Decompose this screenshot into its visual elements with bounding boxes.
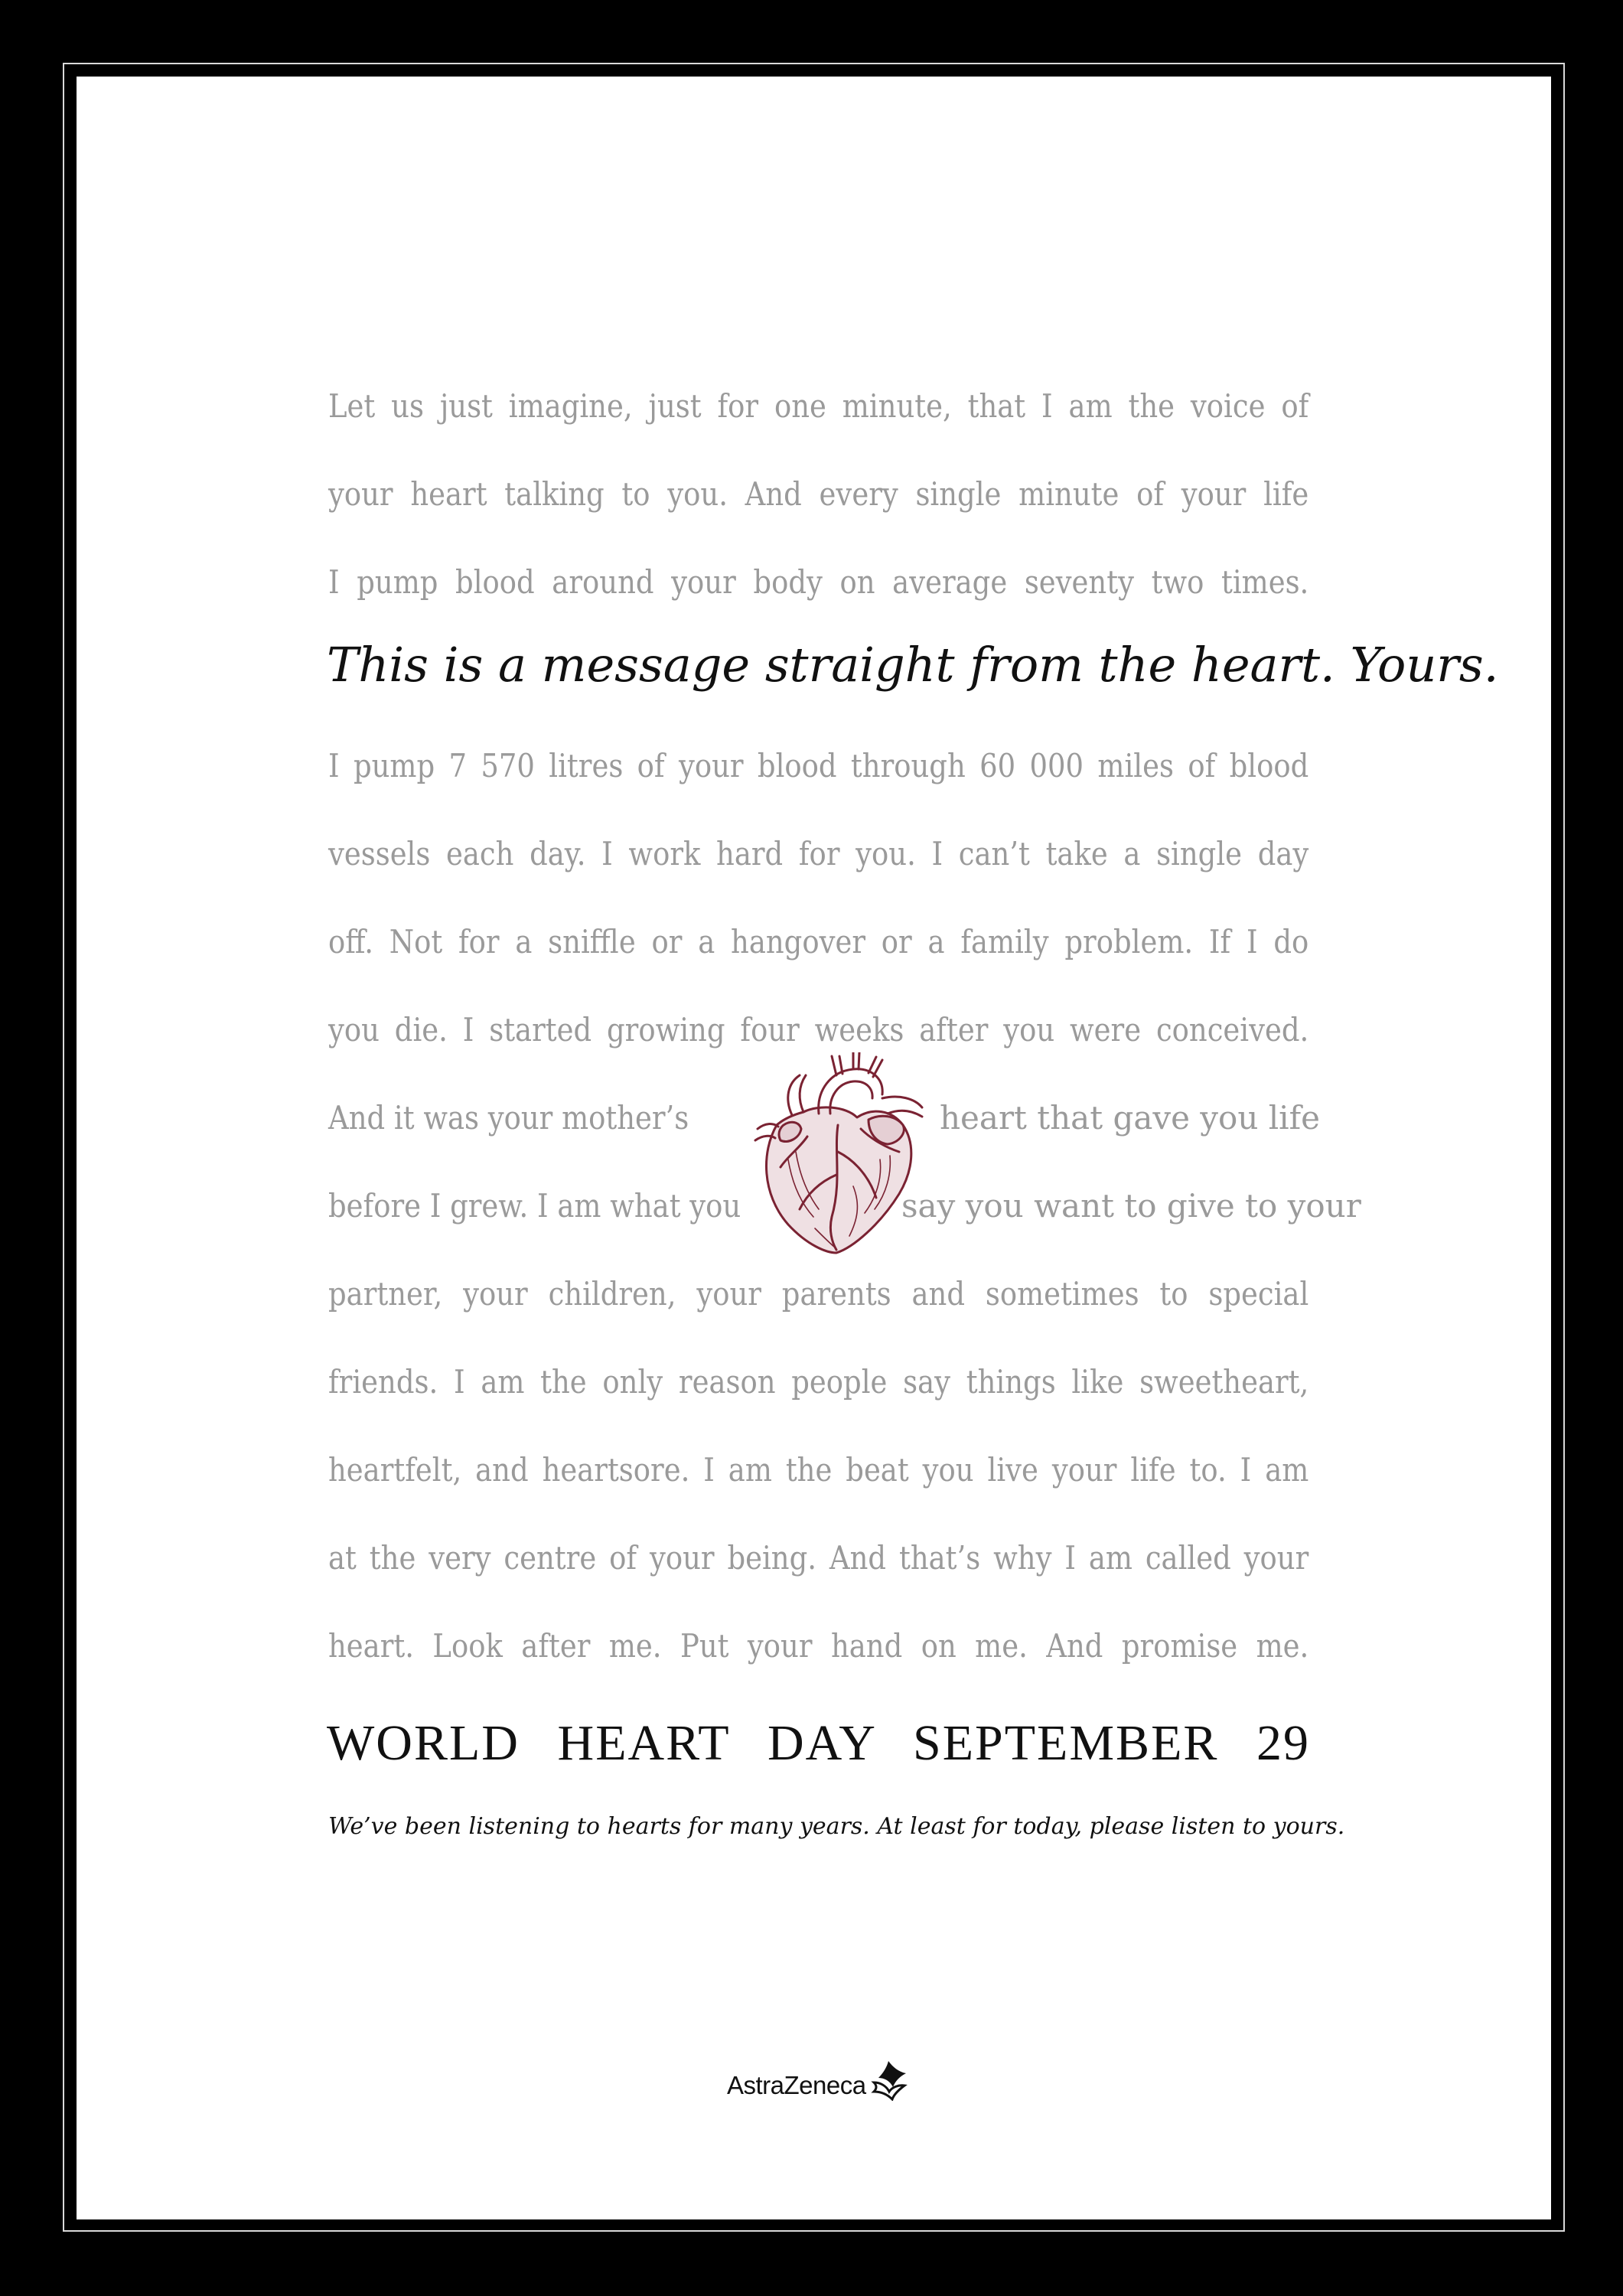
intro-line-3: I pump blood around your body on average seventy two times. xyxy=(328,563,1309,601)
body-line-4: you die. I started growing four weeks after you were conceived. xyxy=(328,1011,1309,1049)
closing-line-1: partner, your children, your parents and sometimes to special xyxy=(328,1275,1309,1313)
intro-line-1: Let us just imagine, just for one minute, that I am the voice of xyxy=(328,387,1309,425)
heart-wrap-left-1: And it was your mother’s xyxy=(328,1099,689,1137)
heart-wrap-left-2: before I grew. I am what you xyxy=(328,1187,741,1225)
closing-line-2: friends. I am the only reason people say things like sweetheart, xyxy=(328,1363,1309,1401)
closing-line-3: heartfelt, and heartsore. I am the beat you live your life to. I am xyxy=(328,1451,1309,1489)
headline: This is a message straight from the heart. Yours. xyxy=(327,637,1499,693)
heart-wrap-right-2: say you want to give to your xyxy=(901,1187,1361,1225)
logo-wordmark: AstraZeneca xyxy=(727,2071,866,2099)
astrazeneca-logo xyxy=(727,2063,909,2108)
body-line-1: I pump 7 570 litres of your blood through 60 000 miles of blood xyxy=(328,747,1309,784)
tagline: We’ve been listening to hearts for many years. At least for today, please listen to yours. xyxy=(328,1813,1345,1840)
intro-line-2: your heart talking to you. And every single minute of your life xyxy=(328,475,1309,513)
body-line-2: vessels each day. I work hard for you. I can’t take a single day xyxy=(328,835,1309,872)
body-line-3: off. Not for a sniffle or a hangover or a family problem. If I do xyxy=(328,923,1309,960)
heart-wrap-right-1: heart that gave you life xyxy=(940,1099,1320,1137)
closing-line-4: at the very centre of your being. And that’s why I am called your xyxy=(328,1539,1309,1577)
closing-line-5: heart. Look after me. Put your hand on me. And promise me. xyxy=(328,1627,1309,1665)
event-title: WORLD HEART DAY SEPTEMBER 29 xyxy=(327,1715,1310,1771)
astrazeneca-swirl-icon xyxy=(868,2060,909,2101)
anatomical-heart-icon xyxy=(746,1052,930,1259)
